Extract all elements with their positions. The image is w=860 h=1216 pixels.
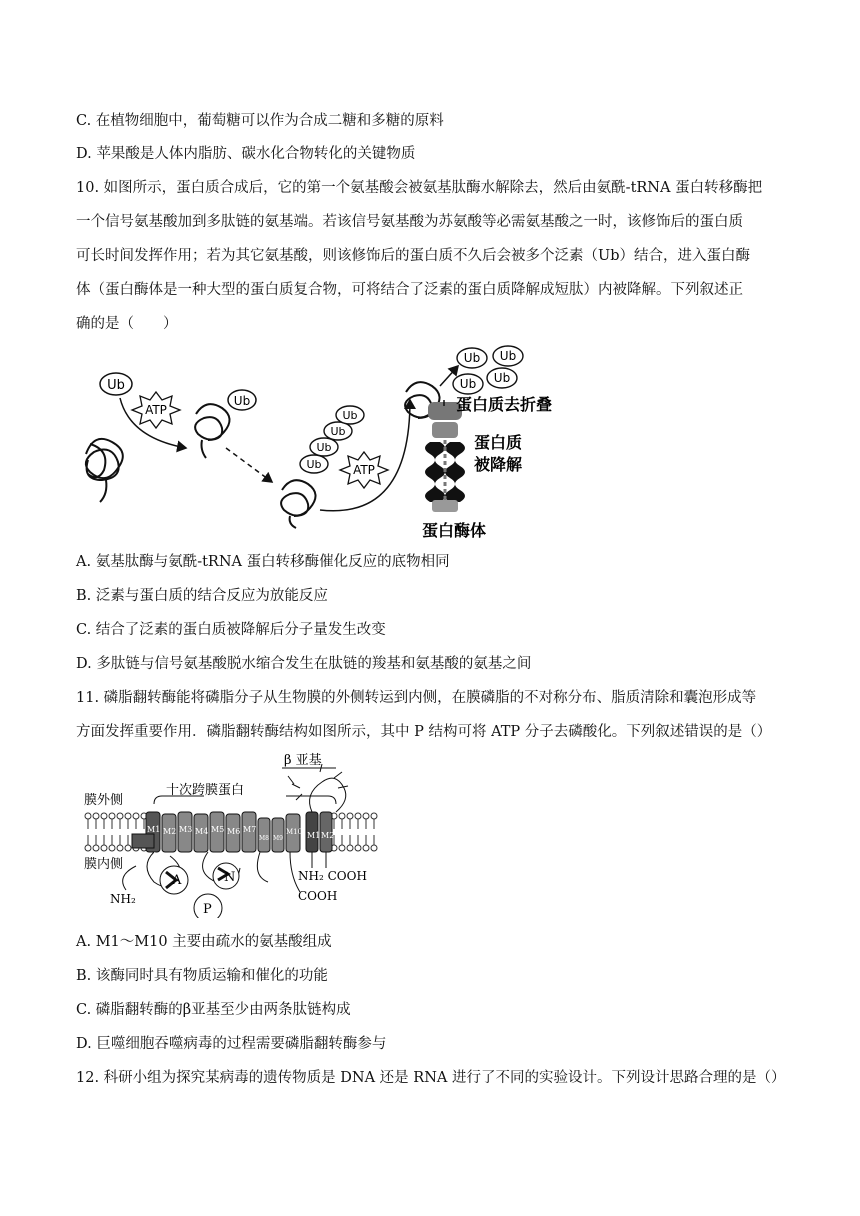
inside-label: 膜内侧 <box>84 857 124 872</box>
protein-tangle-2 <box>195 404 229 458</box>
ubiquitin-proteasome-figure <box>76 344 576 544</box>
helix-m7: M7 <box>243 825 257 834</box>
q10-stem-4: 体（蛋白酶体是一种大型的蛋白质复合物，可将结合了泛素的蛋白质降解成短肽）内被降解。下列叙述正 <box>76 282 743 298</box>
atp-label-2: ATP <box>353 463 375 477</box>
flippase-structure-figure <box>76 748 386 918</box>
q10-stem-1: 10. 如图所示，蛋白质合成后，它的第一个氨基酸会被氨基肽酶水解除去，然后由氨酰-tRNA 蛋白转移酶把 <box>76 180 763 196</box>
q10-option-a: A. 氨基肽酶与氨酰-tRNA 蛋白转移酶催化反应的底物相同 <box>76 554 450 570</box>
ub-chain-2: Ub <box>316 441 332 454</box>
degrade-label-2: 被降解 <box>474 455 523 474</box>
ub-released-4: Ub <box>493 371 511 385</box>
q10-option-b: B. 泛素与蛋白质的结合反应为放能反应 <box>76 588 328 604</box>
tm10-label: 十次跨膜蛋白 <box>166 783 245 798</box>
q11-option-d: D. 巨噬细胞吞噬病毒的过程需要磷脂翻转酶参与 <box>76 1036 387 1052</box>
option-d-q9: D. 苹果酸是人体内脂肪、碳水化合物转化的关键物质 <box>76 146 416 162</box>
proteasome-label: 蛋白酶体 <box>422 521 487 540</box>
ub-label-1: Ub <box>107 378 125 393</box>
q11-stem-1: 11. 磷脂翻转酶能将磷脂分子从生物膜的外侧转运到内侧，在膜磷脂的不对称分布、脂质清除和囊泡形成等 <box>76 690 757 706</box>
helix-m2: M2 <box>163 827 177 836</box>
q12-stem-1: 12. 科研小组为探究某病毒的遗传物质是 DNA 还是 RNA 进行了不同的实验设计。下列设计思路合理的是（） <box>76 1070 786 1086</box>
beta-m2: M2 <box>321 831 335 840</box>
domain-p: P <box>203 902 212 917</box>
helix-m10: M10 <box>286 828 303 836</box>
ub-label-2: Ub <box>233 394 251 408</box>
q10-stem-3: 可长时间发挥作用；若为其它氨基酸，则该修饰后的蛋白质不久后会被多个泛素（Ub）结合，进入蛋白酶 <box>76 248 750 264</box>
beta-m1: M1 <box>307 831 321 840</box>
helix-m1: M1 <box>147 825 161 834</box>
ub-released-3: Ub <box>459 377 477 391</box>
ub-chain-1: Ub <box>306 458 322 471</box>
nh2-left: NH₂ <box>110 892 136 906</box>
q11-option-c: C. 磷脂翻转酶的β亚基至少由两条肽链构成 <box>76 1002 351 1018</box>
unfold-label: 蛋白质去折叠 <box>456 395 553 414</box>
beta-subunit-label: β 亚基 <box>284 753 322 768</box>
domain-a: A <box>172 873 182 888</box>
q11-stem-2: 方面发挥重要作用．磷脂翻转酶结构如图所示，其中 P 结构可将 ATP 分子去磷酸化。下列叙述错误的是（） <box>76 724 772 740</box>
ub-released-2: Ub <box>499 349 517 363</box>
helix-m9: M9 <box>273 835 283 842</box>
outside-label: 膜外侧 <box>84 793 124 808</box>
helix-m8: M8 <box>259 835 269 842</box>
atp-label-1: ATP <box>145 403 167 417</box>
q10-stem-5: 确的是（ ） <box>76 316 178 332</box>
nh2-cooh-beta: NH₂ COOH <box>298 869 367 883</box>
helix-m4: M4 <box>195 827 209 836</box>
protein-tangle-3 <box>281 480 315 528</box>
helix-m5: M5 <box>211 825 225 834</box>
beta-glycans <box>288 764 348 812</box>
degrade-label-1: 蛋白质 <box>474 433 523 452</box>
helix-m3: M3 <box>179 825 193 834</box>
q10-option-c: C. 结合了泛素的蛋白质被降解后分子量发生改变 <box>76 622 386 638</box>
protein-tangle-1 <box>86 439 123 502</box>
q11-option-b: B. 该酶同时具有物质运输和催化的功能 <box>76 968 328 984</box>
helix-m6: M6 <box>227 827 241 836</box>
ub-chain-4: Ub <box>342 409 358 422</box>
ub-chain-3: Ub <box>330 425 346 438</box>
q10-stem-2: 一个信号氨基酸加到多肽链的氨基端。若该信号氨基酸为苏氨酸等必需氨基酸之一时，该修饰后的蛋白质 <box>76 214 743 230</box>
cooh-bottom: COOH <box>298 889 338 903</box>
q10-option-d: D. 多肽链与信号氨基酸脱水缩合发生在肽链的羧基和氨基酸的氨基之间 <box>76 656 532 672</box>
q11-option-a: A. M1～M10 主要由疏水的氨基酸组成 <box>76 934 332 950</box>
domain-n: N <box>224 870 236 885</box>
ub-released-1: Ub <box>463 351 481 365</box>
proteasome-shape <box>425 400 465 512</box>
option-c-q9: C. 在植物细胞中，葡萄糖可以作为合成二糖和多糖的原料 <box>76 113 444 129</box>
